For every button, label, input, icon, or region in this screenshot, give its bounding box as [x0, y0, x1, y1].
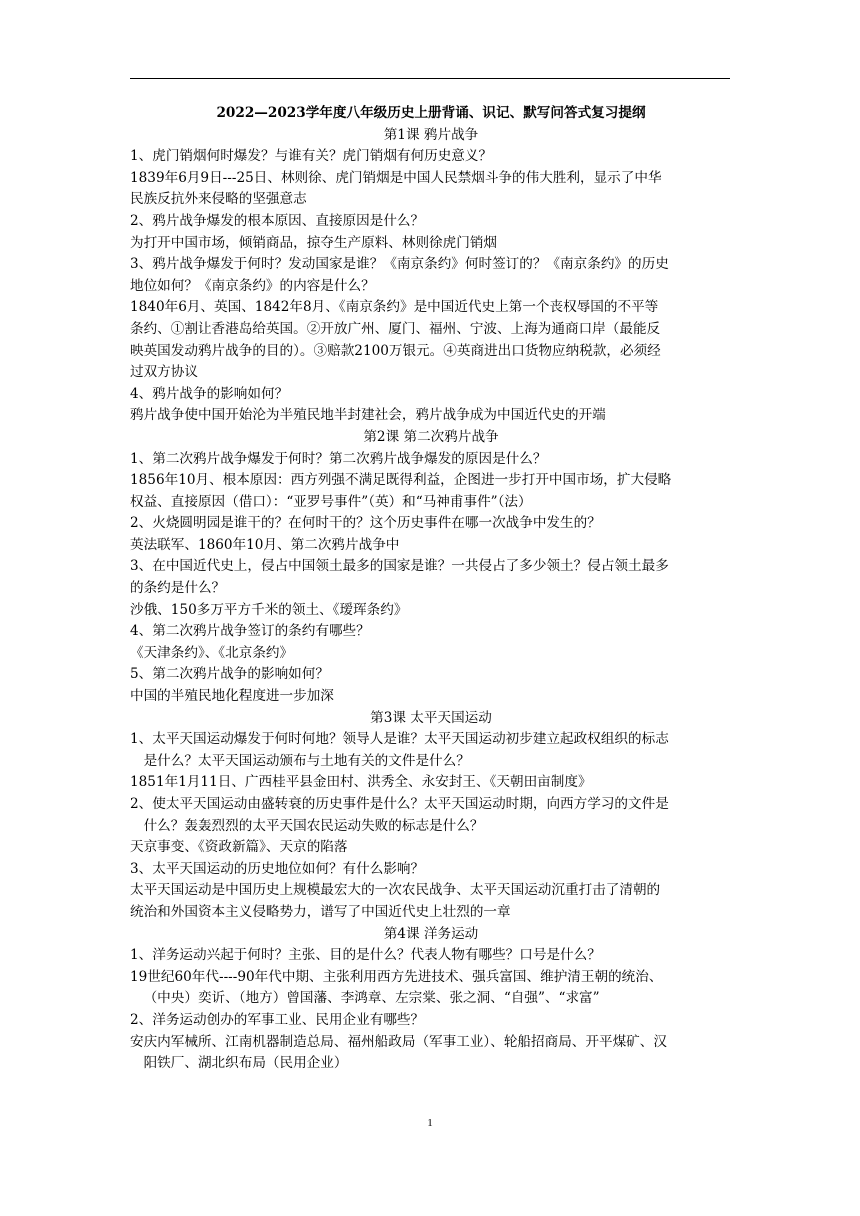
- answer-line: 安庆内军械所、江南机器制造总局、福州船政局（军事工业）、轮船招商局、开平煤矿、汉: [130, 1033, 667, 1050]
- answer-line: 民族反抗外来侵略的坚强意志: [130, 191, 307, 208]
- question-line: 1、太平天国运动爆发于何时何地？领导人是谁？太平天国运动初步建立起政权组织的标志: [130, 731, 669, 748]
- question-line: 3、鸦片战争爆发于何时？发动国家是谁？《南京条约》何时签订的？《南京条约》的历史: [130, 256, 669, 273]
- question-line: 3、在中国近代史上，侵占中国领土最多的国家是谁？一共侵占了多少领土？侵占领土最多: [130, 558, 669, 575]
- question-line: 5、第二次鸦片战争的影响如何？: [130, 666, 329, 683]
- answer-line: 1856年10月、根本原因：西方列强不满足既得利益，企图进一步打开中国市场，扩大侵略: [130, 472, 672, 489]
- question-line: 地位如何？《南京条约》的内容是什么？: [130, 277, 375, 294]
- question-line: 是什么？太平天国运动颁布与土地有关的文件是什么？: [143, 752, 470, 769]
- answer-line: 《天津条约》、《北京条约》: [130, 644, 294, 661]
- question-line: 什么？轰轰烈烈的太平天国农民运动失败的标志是什么？: [143, 817, 484, 834]
- outline-lines: [130, 125, 732, 1075]
- answer-line: 过双方协议: [130, 364, 198, 381]
- question-line: 1、洋务运动兴起于何时？主张、目的是什么？代表人物有哪些？口号是什么？: [130, 947, 601, 964]
- question-line: 2、火烧圆明园是谁干的？在何时干的？这个历史事件在哪一次战争中发生的？: [130, 515, 601, 532]
- answer-line: 1840年6月、英国、1842年8月、《南京条约》是中国近代史上第一个丧权辱国的不平等: [130, 299, 659, 316]
- header-rule: [130, 78, 730, 79]
- question-line: 1、第二次鸦片战争爆发于何时？第二次鸦片战争爆发的原因是什么？: [130, 450, 547, 467]
- answer-line: 太平天国运动是中国历史上规模最宏大的一次农民战争、太平天国运动沉重打击了清朝的: [130, 882, 661, 899]
- lesson-heading: 第4课 洋务运动: [383, 925, 479, 942]
- answer-line: 中国的半殖民地化程度进一步加深: [130, 688, 334, 705]
- question-line: 4、鸦片战争的影响如何？: [130, 385, 289, 402]
- question-line: 4、第二次鸦片战争签订的条约有哪些？: [130, 623, 370, 640]
- answer-line: 权益、直接原因（借口）：“亚罗号事件”（英）和“马神甫事件”（法）: [130, 493, 532, 510]
- answer-line: 统治和外国资本主义侵略势力，谱写了中国近代史上壮烈的一章: [130, 903, 511, 920]
- answer-line: 英法联军、1860年10月、第二次鸦片战争中: [130, 536, 400, 553]
- question-line: 2、洋务运动创办的军事工业、民用企业有哪些？: [130, 1011, 425, 1028]
- lesson-heading: 第2课 第二次鸦片战争: [363, 428, 499, 445]
- answer-line: 为打开中国市场，倾销商品，掠夺生产原料、林则徐虎门销烟: [130, 234, 498, 251]
- document-title: 2022—2023学年度八年级历史上册背诵、识记、默写问答式复习提纲: [216, 105, 646, 121]
- answer-line: 阳铁厂、湖北织布局（民用企业）: [143, 1055, 348, 1072]
- lesson-heading: 第1课 鸦片战争: [383, 126, 479, 143]
- question-line: 2、鸦片战争爆发的根本原因、直接原因是什么？: [130, 212, 425, 229]
- answer-line: 19世纪60年代----90年代中期、主张利用西方先进技术、强兵富国、维护清王朝的统治、: [130, 968, 663, 985]
- question-line: 1、虎门销烟何时爆发？与谁有关？虎门销烟有何历史意义？: [130, 148, 493, 165]
- answer-line: 条约、①割让香港岛给英国。②开放广州、厦门、福州、宁波、上海为通商口岸（最能反: [130, 320, 661, 337]
- question-line: 3、太平天国运动的历史地位如何？有什么影响？: [130, 860, 425, 877]
- document-body: [130, 103, 732, 1075]
- answer-line: 天京事变、《资政新篇》、天京的陷落: [130, 839, 348, 856]
- question-line: 的条约是什么？: [130, 580, 226, 597]
- answer-line: 1839年6月9日---25日、林则徐、虎门销烟是中国人民禁烟斗争的伟大胜利，显示了中华: [130, 169, 662, 186]
- lesson-heading: 第3课 太平天国运动: [370, 709, 492, 726]
- answer-line: （中央）奕䜣、（地方）曾国藩、李鸿章、左宗棠、张之洞、“自强”、“求富”: [143, 990, 600, 1007]
- answer-line: 映英国发动鸦片战争的目的）。③赔款2100万银元。④英商进出口货物应纳税款，必须经: [130, 342, 661, 359]
- answer-line: 沙俄、150多万平方千米的领土、《瑷珲条约》: [130, 601, 408, 618]
- answer-line: 1851年1月11日、广西桂平县金田村、洪秀全、永安封王、《天朝田亩制度》: [130, 774, 592, 791]
- page-number: 1: [427, 1117, 433, 1129]
- answer-line: 鸦片战争使中国开始沦为半殖民地半封建社会，鸦片战争成为中国近代史的开端: [130, 407, 606, 424]
- question-line: 2、使太平天国运动由盛转衰的历史事件是什么？太平天国运动时期，向西方学习的文件是: [130, 796, 669, 812]
